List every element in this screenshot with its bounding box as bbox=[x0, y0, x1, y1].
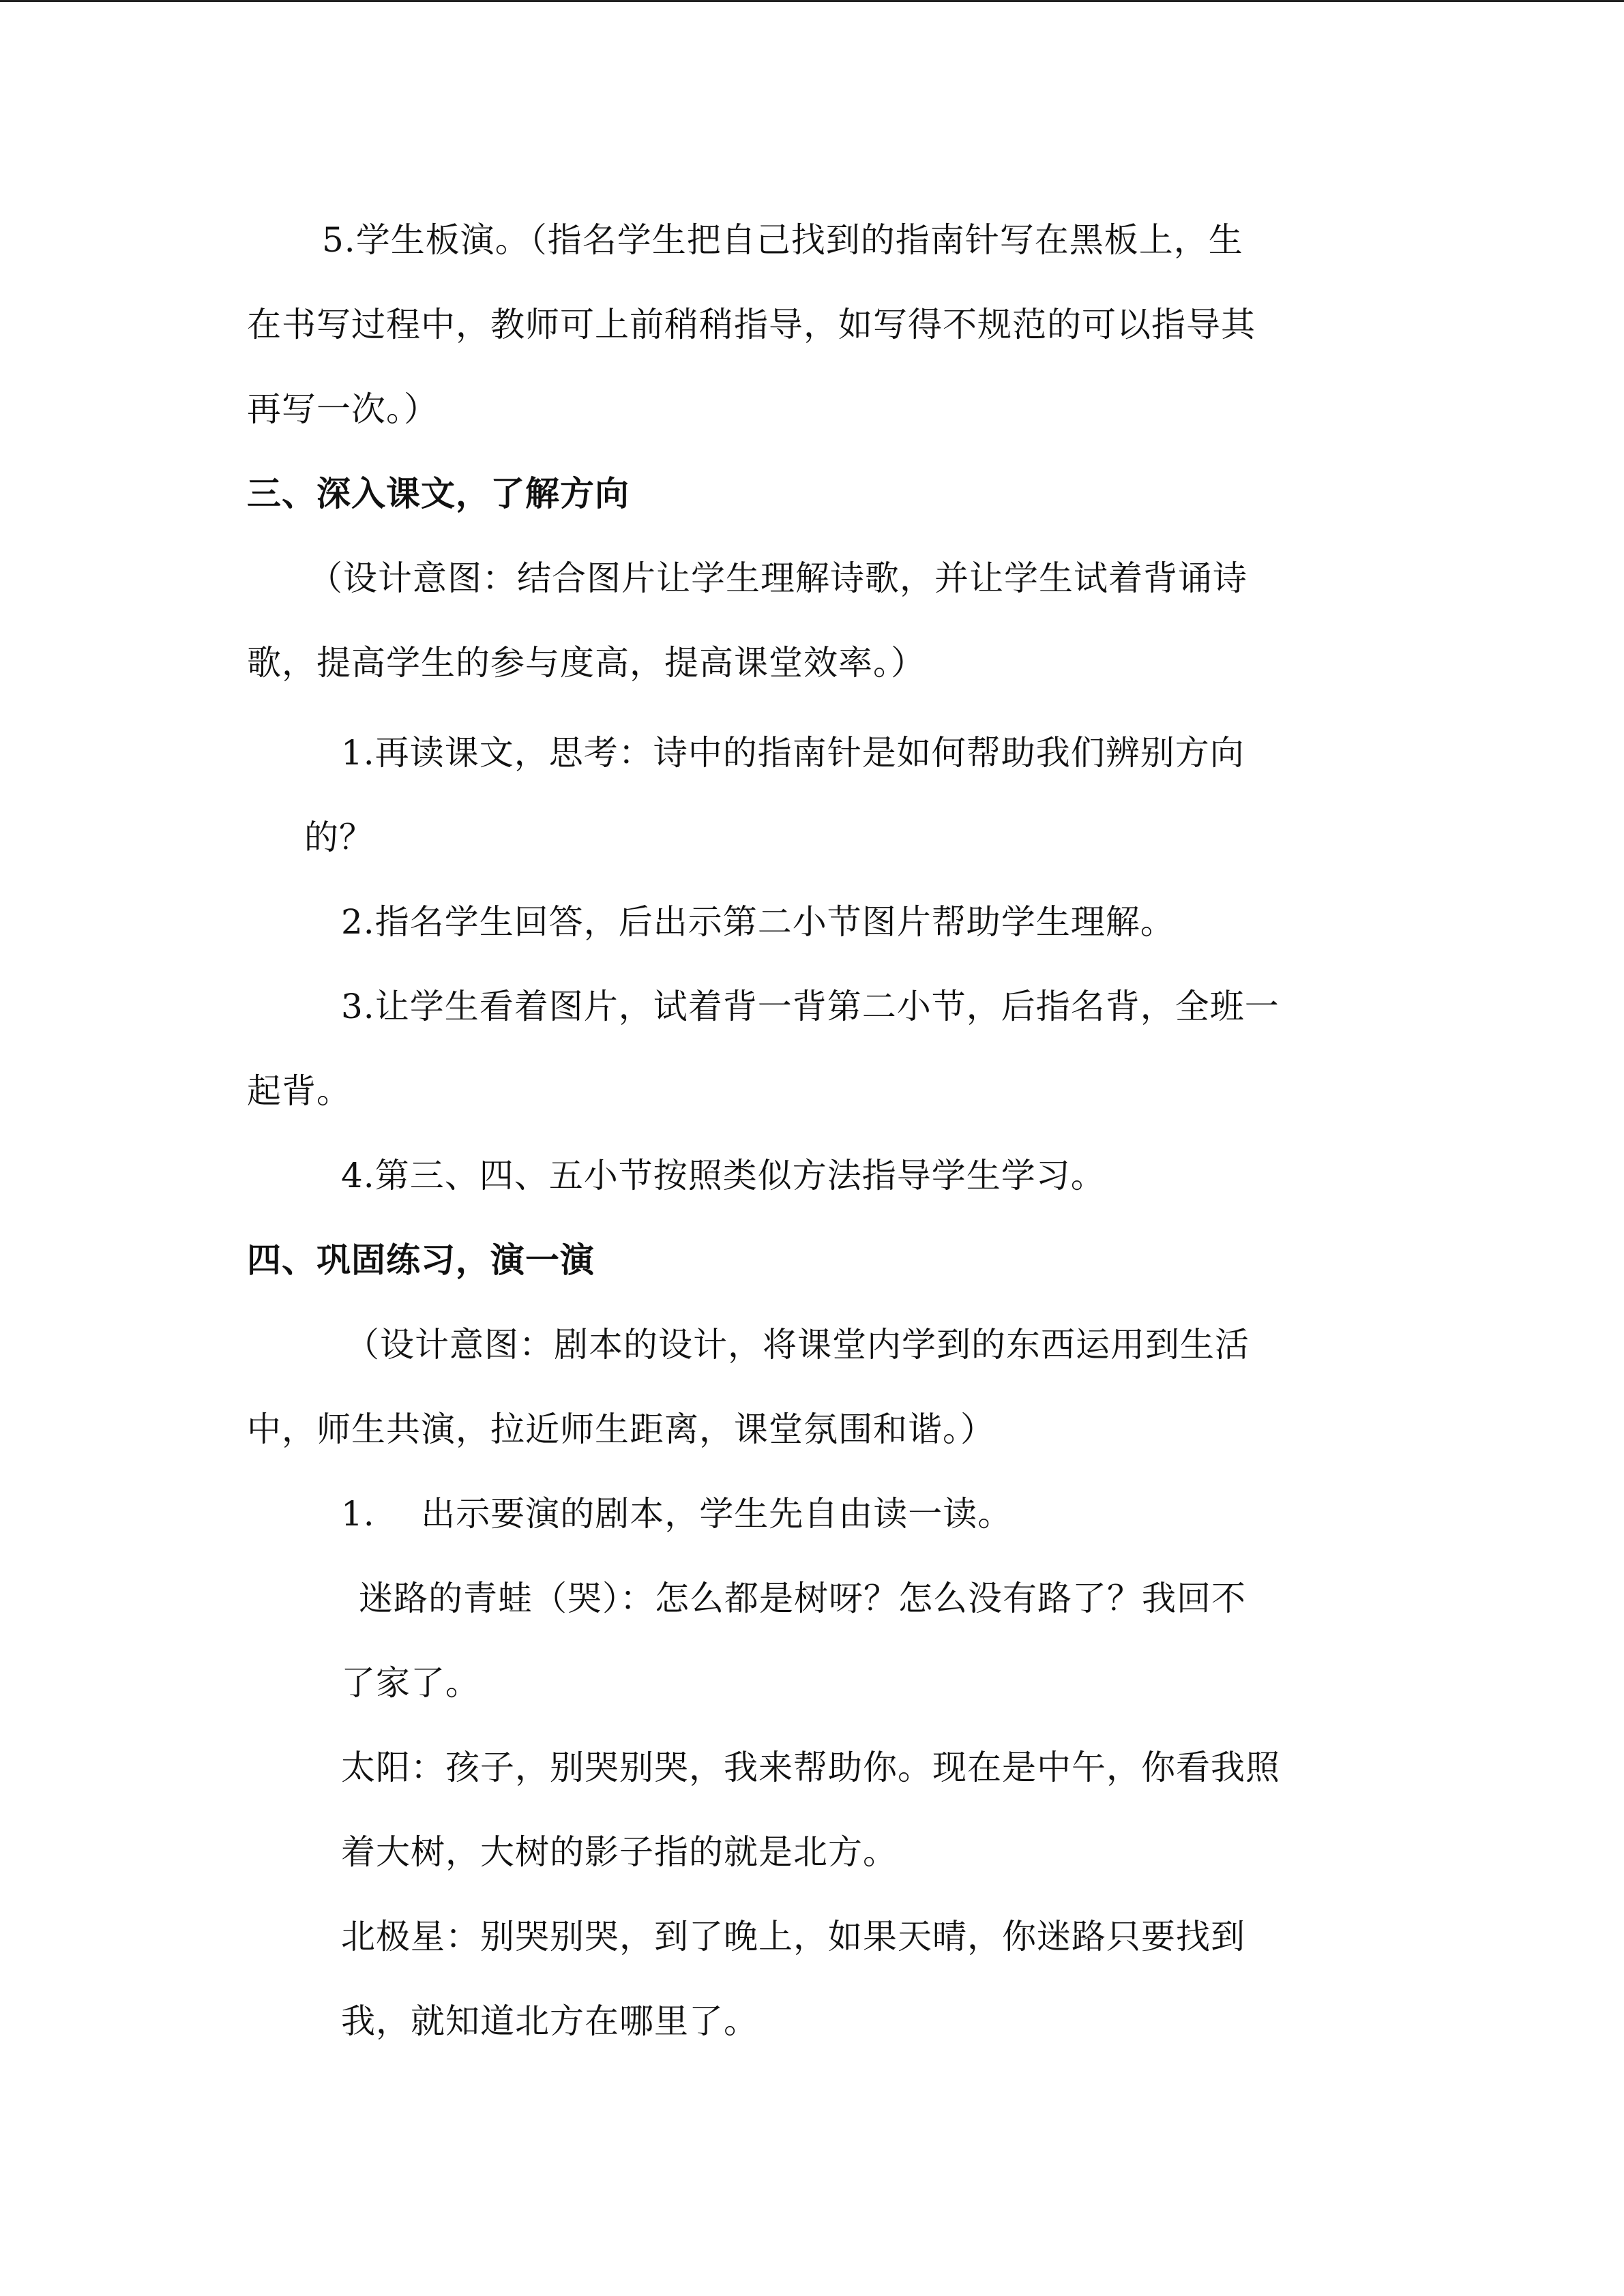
script-line: 着大树，大树的影子指的就是北方。 bbox=[341, 1832, 898, 1872]
design-intent-line: 歌，提高学生的参与度高，提高课堂效率。） bbox=[247, 643, 926, 683]
design-intent-line: （设计意图：剧本的设计，将课堂内学到的东西运用到生活 bbox=[345, 1325, 1250, 1365]
step-line: 1. 出示要演的剧本，学生先自由读一读。 bbox=[341, 1494, 1013, 1534]
script-line: 迷路的青蛙（哭）：怎么都是树呀？怎么没有路了？我回不 bbox=[359, 1579, 1246, 1618]
page-top-border bbox=[0, 0, 1624, 2]
section-heading-3: 三、深入课文，了解方向 bbox=[247, 474, 630, 513]
paragraph-line: 在书写过程中，教师可上前稍稍指导，如写得不规范的可以指导其 bbox=[247, 305, 1256, 344]
step-line: 的？ bbox=[304, 818, 374, 857]
design-intent-line: 中，师生共演，拉近师生距离，课堂氛围和谐。） bbox=[247, 1410, 995, 1449]
design-intent-line: （设计意图：结合图片让学生理解诗歌，并让学生试着背诵诗 bbox=[308, 558, 1247, 598]
script-line: 太阳：孩子，别哭别哭，我来帮助你。现在是中午，你看我照 bbox=[341, 1748, 1280, 1787]
step-line: 1.再读课文，思考：诗中的指南针是如何帮助我们辨别方向 bbox=[341, 733, 1245, 773]
step-line: 起背。 bbox=[247, 1071, 351, 1111]
paragraph-line: 5.学生板演。（指名学生把自己找到的指南针写在黑板上，生 bbox=[322, 220, 1243, 260]
step-line: 3.让学生看着图片，试着背一背第二小节，后指名背，全班一 bbox=[341, 987, 1280, 1026]
script-line: 了家了。 bbox=[341, 1663, 480, 1703]
script-line: 我，就知道北方在哪里了。 bbox=[341, 2001, 758, 2041]
section-heading-4: 四、巩固练习，演一演 bbox=[247, 1240, 595, 1280]
step-line: 4.第三、四、五小节按照类似方法指导学生学习。 bbox=[341, 1156, 1106, 1195]
paragraph-line: 再写一次。） bbox=[247, 389, 439, 429]
script-line: 北极星：别哭别哭，到了晚上，如果天晴，你迷路只要找到 bbox=[341, 1917, 1245, 1956]
step-line: 2.指名学生回答，后出示第二小节图片帮助学生理解。 bbox=[341, 902, 1175, 942]
